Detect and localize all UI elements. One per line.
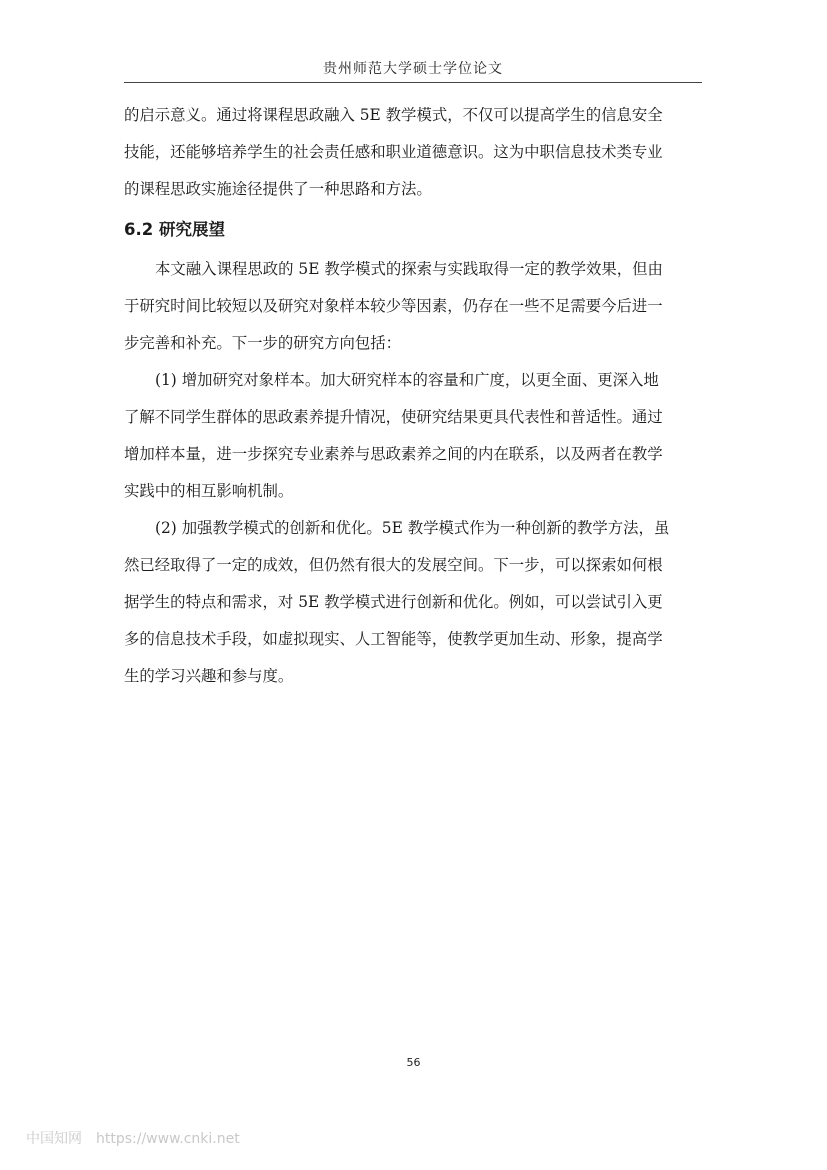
text-line: 步完善和补充。下一步的研究方向包括： <box>124 334 402 352</box>
text-line: 的启示意义。通过将课程思政融入 5E 教学模式，不仅可以提高学生的信息安全 <box>124 106 663 124</box>
page-number: 56 <box>406 1056 421 1069</box>
paragraph-item-1 <box>124 362 702 510</box>
running-header: 贵州师范大学硕士学位论文 <box>323 61 503 77</box>
text-line: 实践中的相互影响机制。 <box>124 482 294 500</box>
watermark-name: 中国知网 <box>26 1131 82 1147</box>
body-text <box>124 97 702 695</box>
section-heading: 6.2 研究展望 <box>124 220 225 239</box>
text-line: 增加样本量，进一步探究专业素养与思政素养之间的内在联系，以及两者在教学 <box>124 445 663 463</box>
text-line: 本文融入课程思政的 5E 教学模式的探索与实践取得一定的教学效果，但由 <box>155 260 663 278</box>
paragraph-item-2 <box>124 510 702 695</box>
text-line: 然已经取得了一定的成效，但仍然有很大的发展空间。下一步，可以探索如何根 <box>124 556 663 574</box>
text-line: 生的学习兴趣和参与度。 <box>124 667 294 685</box>
text-line: 多的信息技术手段，如虚拟现实、人工智能等，使教学更加生动、形象，提高学 <box>124 630 663 648</box>
text-line: (1) 增加研究对象样本。加大研究样本的容量和广度，以更全面、更深入地 <box>155 371 659 389</box>
text-line: 于研究时间比较短以及研究对象样本较少等因素，仍存在一些不足需要今后进一 <box>124 297 663 315</box>
text-line: 据学生的特点和需求，对 5E 教学模式进行创新和优化。例如，可以尝试引入更 <box>124 593 663 611</box>
paragraph-intro-continued <box>124 97 702 208</box>
text-line: (2) 加强教学模式的创新和优化。5E 教学模式作为一种创新的教学方法，虽 <box>155 519 670 537</box>
cnki-watermark <box>26 1128 240 1148</box>
text-line: 技能，还能够培养学生的社会责任感和职业道德意识。这为中职信息技术类专业 <box>124 143 663 161</box>
text-line: 了解不同学生群体的思政素养提升情况，使研究结果更具代表性和普适性。通过 <box>124 408 663 426</box>
text-line: 的课程思政实施途径提供了一种思路和方法。 <box>124 180 432 198</box>
header-rule <box>124 82 702 83</box>
watermark-url: https://www.cnki.net <box>96 1131 240 1147</box>
paragraph-outlook-intro <box>124 251 702 362</box>
